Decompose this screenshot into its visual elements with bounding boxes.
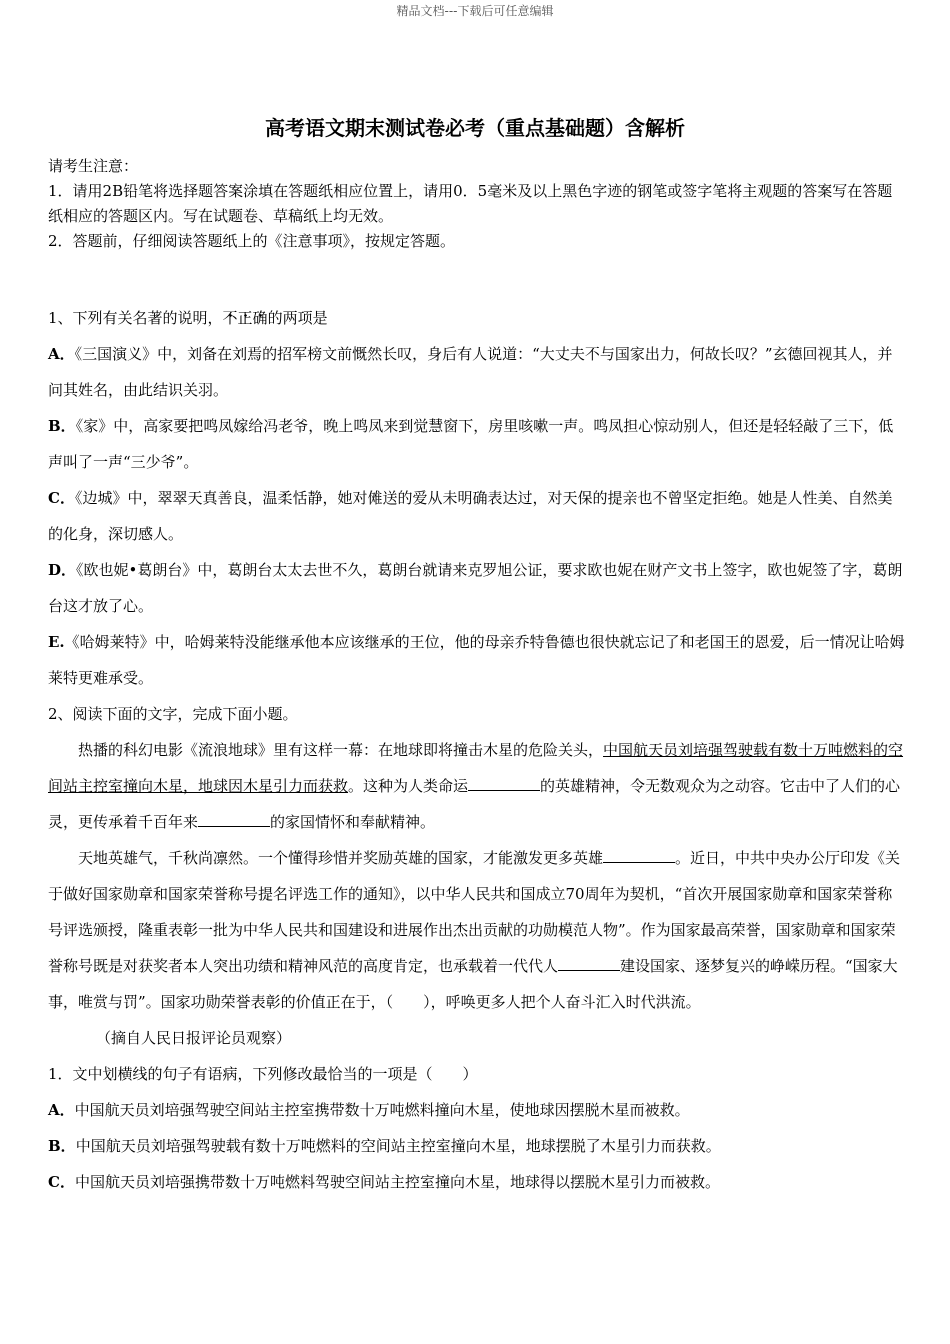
fill-blank-2 [198, 812, 270, 827]
passage-paragraph-1 [48, 732, 906, 840]
option-text: 《家》中，高家要把鸣凤嫁给冯老爷，晚上鸣凤来到觉慧窗下，房里咳嗽一声。鸣凤担心惊动别人，但还是轻轻敲了三下，低声叫了一声“三少爷”。 [48, 417, 894, 471]
question-1-option-e [48, 624, 906, 696]
option-text: 中国航天员刘培强携带数十万吨燃料驾驶空间站主控室撞向木星，地球得以摆脱木星引力而被救。 [74, 1173, 720, 1191]
watermark: 精品文档---下载后可任意编辑 [396, 4, 554, 18]
passage-text: 。这种为人类命运 [348, 777, 469, 795]
question-1-stem-post: 的两项是 [267, 309, 328, 327]
option-label: A． [48, 1101, 75, 1119]
option-text: 中国航天员刘培强驾驶载有数十万吨燃料的空间站主控室撞向木星，地球摆脱了木星引力而获救。 [75, 1137, 721, 1155]
fill-blank-3 [603, 848, 675, 863]
passage-text: 建设国家、逐梦复兴的峥嵘历程。“国家大事，唯赏与罚”。国家功勋荣誉表彰的价值正在于，（ ），呼唤更多人把个人奋斗汇入时代洪流。 [48, 957, 898, 1011]
sub-question-1-option-a [48, 1092, 906, 1128]
sub-question-1-option-b [48, 1128, 906, 1164]
question-1-option-d [48, 552, 906, 624]
exam-notice [48, 154, 906, 254]
underlined-sentence: 中国航天员刘培强驾驶载有数十万吨燃料的空间站主控室撞向木星，地球因木星引力而获救 [48, 741, 904, 795]
option-text: 中国航天员刘培强驾驶空间站主控室携带数十万吨燃料撞向木星，使地球因摆脱木星而被救。 [74, 1101, 690, 1119]
passage-text: 。近日，中共中央办公厅印发《关于做好国家勋章和国家荣誉称号提名评选工作的通知》，以中华人民共和国成立70周年为契机，“首次开展国家勋章和国家荣誉称号评选颁授，隆重表彰一批为中华人民共和国建设和进展作出杰出贡献的功勋模范人物”。作为国家最高荣誉，国家勋章和国家荣誉称号既是对获奖者本人突出功绩和精神风范的高度肯定，也承载着一代代人 [48, 849, 901, 975]
option-label: B． [48, 417, 76, 435]
question-1-emphasis: 不正确 [222, 309, 268, 327]
option-text: 《三国演义》中，刘备在刘焉的招军榜文前慨然长叹，身后有人说道：“大丈夫不与国家出力，何故长叹？”玄德回视其人，并问其姓名，由此结识关羽。 [48, 345, 893, 399]
passage-source: （摘自人民日报评论员观察） [96, 1029, 292, 1047]
passage-text: 天地英雄气，千秋尚凛然。一个懂得珍惜并奖励英雄的国家，才能激发更多英雄 [78, 849, 604, 867]
passage-paragraph-2 [48, 840, 906, 1020]
option-label: C． [48, 489, 75, 507]
passage-text: 热播的科幻电影《流浪地球》里有这样一幕：在地球即将撞击木星的危险关头， [78, 741, 604, 759]
reading-passage [48, 732, 906, 1056]
page-title: 高考语文期末测试卷必考（重点基础题）含解析 [265, 116, 685, 140]
question-1-option-b [48, 408, 906, 480]
notice-item-1: 1．请用2B铅笔将选择题答案涂填在答题纸相应位置上，请用0．5毫米及以上黑色字迹的钢笔或签字笔将主观题的答案写在答题纸相应的答题区内。写在试题卷、草稿纸上均无效。 [48, 182, 893, 225]
passage-text: 的英雄精神，令无数观众为之动容。它击中了人们的心灵，更传承着千百年来 [48, 777, 901, 831]
option-label: E. [48, 633, 65, 651]
option-text: 《边城》中，翠翠天真善良，温柔恬静，她对傩送的爱从未明确表达过，对天保的提亲也不曾坚定拒绝。她是人性美、自然美的化身，深切感人。 [48, 489, 893, 543]
option-label: A． [48, 345, 75, 363]
option-text: 《欧也妮•葛朗台》中，葛朗台太太去世不久，葛朗台就请来克罗旭公证，要求欧也妮在财产文书上签字，欧也妮签了字，葛朗台这才放了心。 [48, 561, 903, 615]
question-1-stem [48, 300, 906, 336]
sub-question-1-option-c [48, 1164, 906, 1200]
question-1-option-c [48, 480, 906, 552]
fill-blank-1 [468, 776, 540, 791]
option-label: D． [48, 561, 77, 579]
question-1-option-a [48, 336, 906, 408]
question-2-stem: 2、阅读下面的文字，完成下面小题。 [48, 705, 298, 723]
question-1-stem-pre: 1、下列有关名著的说明， [48, 309, 223, 327]
passage-text: 的家国情怀和奉献精神。 [270, 813, 436, 831]
notice-item-2: 2．答题前，仔细阅读答题纸上的《注意事项》，按规定答题。 [48, 232, 456, 250]
question-section [48, 300, 906, 1200]
sub-question-1-stem: 1．文中划横线的句子有语病，下列修改最恰当的一项是（ ） [48, 1065, 478, 1083]
option-text: 《哈姆莱特》中，哈姆莱特没能继承他本应该继承的王位，他的母亲乔特鲁德也很快就忘记了和老国王的恩爱，后一情况让哈姆莱特更难承受。 [48, 633, 905, 687]
notice-heading: 请考生注意： [48, 157, 139, 175]
fill-blank-4 [558, 956, 620, 971]
option-label: C． [48, 1173, 75, 1191]
option-label: B． [48, 1137, 76, 1155]
